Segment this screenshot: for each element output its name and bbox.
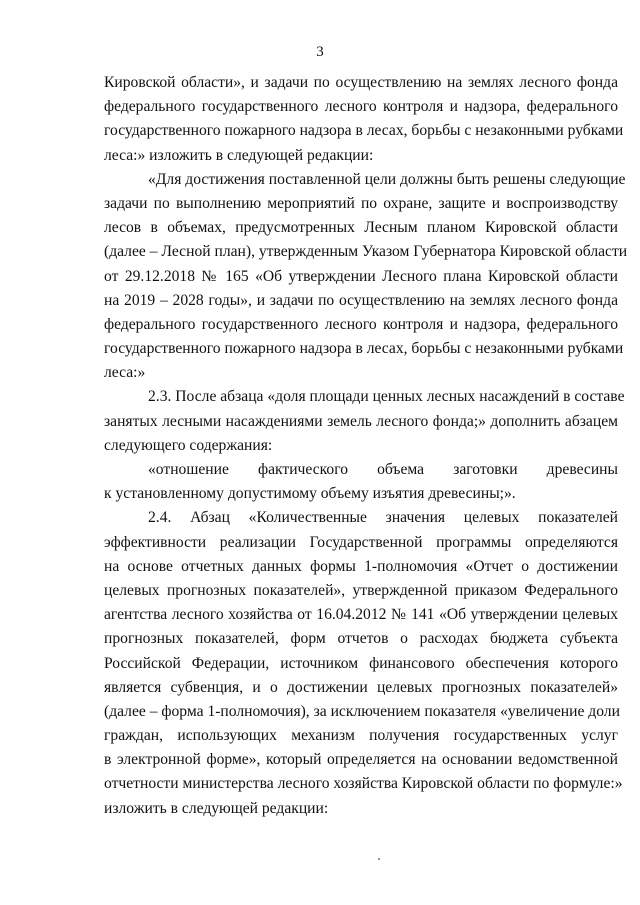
text-line: в электронной форме», который определяется на основании ведомственной bbox=[104, 751, 618, 769]
text-line: лесов в объемах, предусмотренных Лесным планом Кировской области bbox=[104, 219, 618, 237]
text-line: леса:» изложить в следующей редакции: bbox=[104, 146, 374, 164]
text-line: занятых лесными насаждениями земель лесного фонда;» дополнить абзацем bbox=[104, 412, 618, 430]
text-line: на основе отчетных данных формы 1-полномочия «Отчет о достижении bbox=[104, 557, 618, 575]
text-line: является субвенция, и о достижении целевых прогнозных показателей» bbox=[104, 678, 618, 696]
text-line: 2.3. После абзаца «доля площади ценных лесных насаждений в составе bbox=[148, 388, 625, 406]
text-line: государственного пожарного надзора в лесах, борьбы с незаконными рубками bbox=[104, 122, 624, 140]
text-line: Российской Федерации, источником финансового обеспечения которого bbox=[104, 654, 618, 672]
text-line: отчетности министерства лесного хозяйства Кировской области по формуле:» bbox=[104, 775, 623, 793]
text-line: от 29.12.2018 № 165 «Об утверждении Лесного плана Кировской области bbox=[104, 267, 618, 285]
paragraph-p4 bbox=[104, 458, 618, 506]
document-body bbox=[104, 71, 628, 821]
text-line: 2.4. Абзац «Количественные значения целевых показателей bbox=[148, 509, 618, 527]
text-line: на 2019 – 2028 годы», и задачи по осуществлению на землях лесного фонда bbox=[104, 291, 618, 309]
text-line: «Для достижения поставленной цели должны быть решены следующие bbox=[148, 170, 626, 188]
text-line: прогнозных показателей, форм отчетов о расходах бюджета субъекта bbox=[104, 630, 618, 648]
text-line: к установленному допустимому объему изъятия древесины;». bbox=[104, 485, 516, 503]
text-line: федерального государственного лесного контроля и надзора, федерального bbox=[104, 98, 618, 116]
text-line: изложить в следующей редакции: bbox=[104, 799, 329, 817]
text-line: граждан, использующих механизм получения государственных услуг bbox=[104, 727, 618, 745]
text-line: следующего содержания: bbox=[104, 436, 273, 454]
text-line: целевых прогнозных показателей», утвержденной приказом Федерального bbox=[104, 581, 618, 599]
text-line: государственного пожарного надзора в лесах, борьбы с незаконными рубками bbox=[104, 340, 624, 358]
text-line: эффективности реализации Государственной программы определяются bbox=[104, 533, 618, 551]
text-line: федерального государственного лесного контроля и надзора, федерального bbox=[104, 315, 618, 333]
text-line: Кировской области», и задачи по осуществлению на землях лесного фонда bbox=[104, 74, 618, 91]
paragraph-p5 bbox=[104, 506, 623, 820]
paragraph-p1 bbox=[104, 71, 624, 168]
scan-speck bbox=[378, 858, 380, 860]
paragraph-p2 bbox=[104, 168, 628, 386]
text-line: леса:» bbox=[104, 364, 146, 382]
text-line: (далее – Лесной план), утвержденным Указом Губернатора Кировской области bbox=[104, 243, 628, 261]
text-line: задачи по выполнению мероприятий по охране, защите и воспроизводству bbox=[104, 194, 618, 212]
page-number: 3 bbox=[316, 44, 324, 60]
paragraph-p3 bbox=[104, 385, 625, 458]
text-line: агентства лесного хозяйства от 16.04.2012 № 141 «Об утверждении целевых bbox=[104, 606, 618, 624]
text-line: (далее – форма 1-полномочия), за исключением показателя «увеличение доли bbox=[104, 702, 620, 720]
text-line: «отношение фактического объема заготовки древесины bbox=[148, 461, 618, 478]
